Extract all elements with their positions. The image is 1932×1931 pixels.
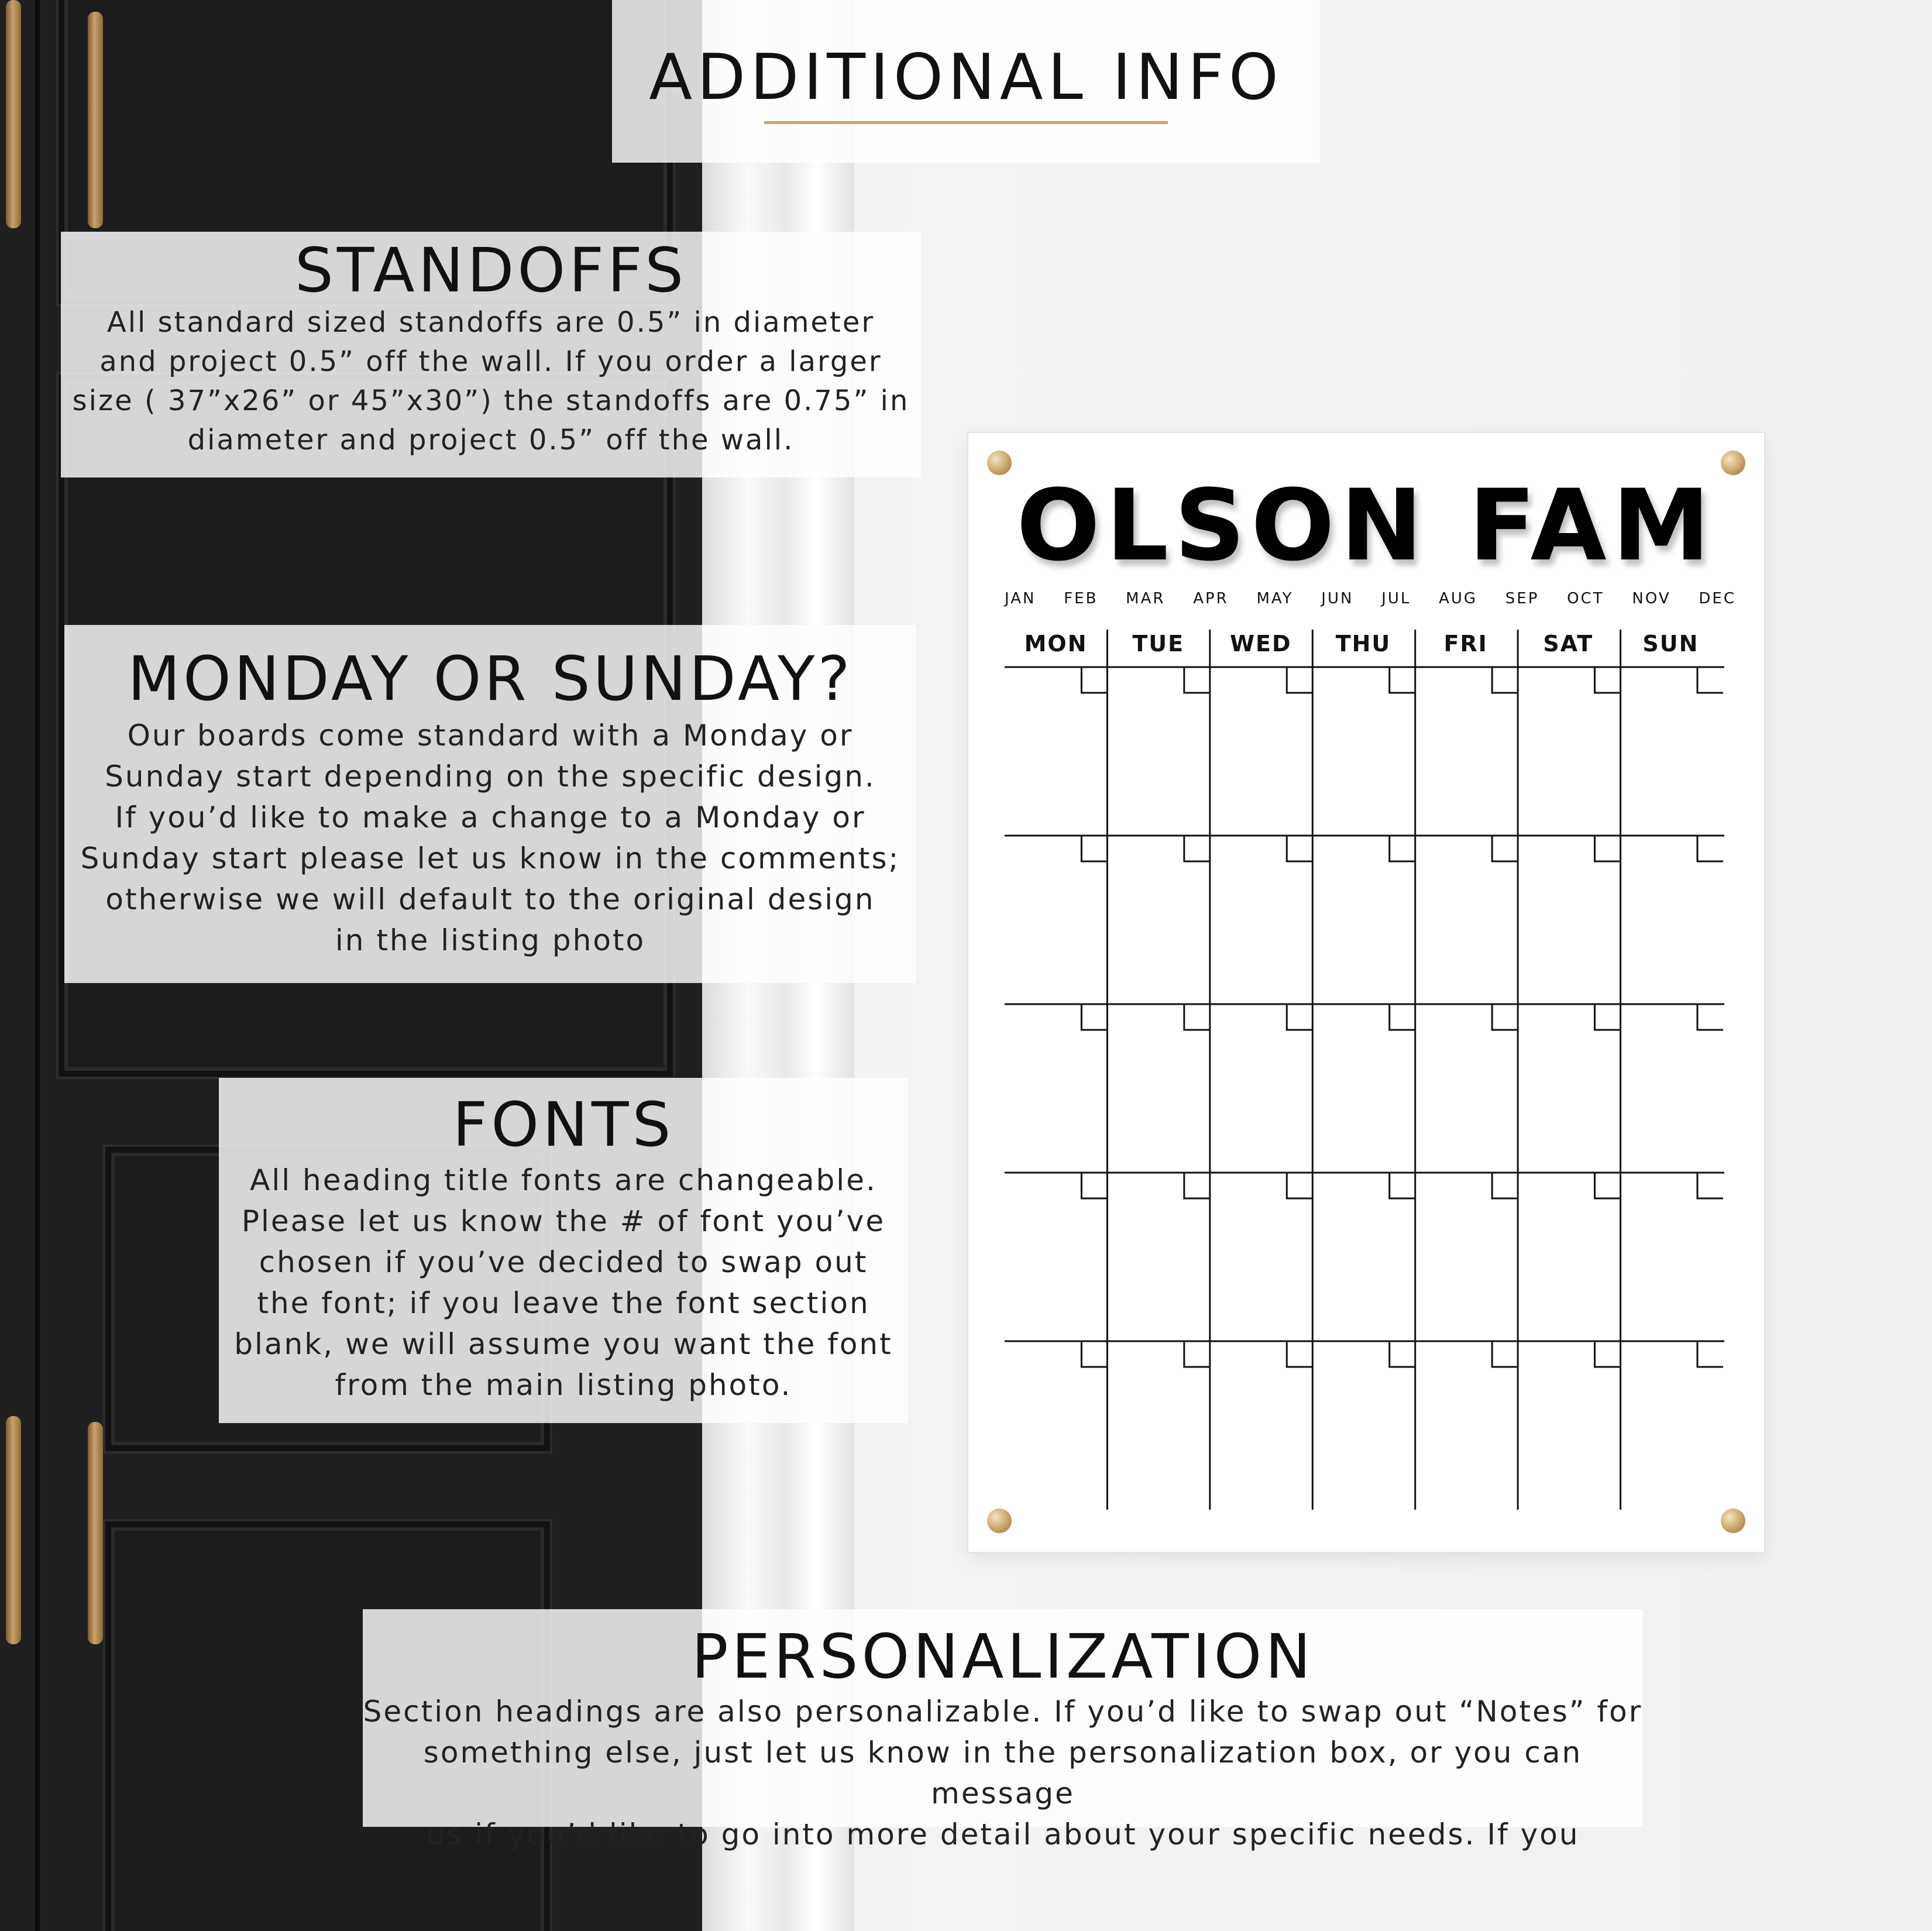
start-day-text: Our boards come standard with a Monday or Sunday start depending on the specific design. If you’d like to make a change to a Monday or Sunday start please let us know in the comments; otherwise we will default to the original design in the listing photo bbox=[80, 719, 900, 957]
month-label: JAN bbox=[1005, 590, 1036, 607]
fonts-title: FONTS bbox=[452, 1089, 675, 1160]
month-label: NOV bbox=[1632, 590, 1671, 607]
date-box bbox=[1184, 1341, 1210, 1367]
date-box bbox=[1184, 836, 1210, 861]
header-card bbox=[612, 0, 1320, 163]
month-label: MAR bbox=[1126, 590, 1166, 607]
start-day-title: MONDAY OR SUNDAY? bbox=[128, 643, 853, 714]
date-box bbox=[1492, 667, 1518, 693]
month-label: FEB bbox=[1064, 590, 1098, 607]
weekday-label: WED bbox=[1230, 631, 1292, 657]
month-label: DEC bbox=[1699, 590, 1736, 607]
date-box bbox=[1081, 1004, 1107, 1030]
date-box bbox=[1287, 1173, 1312, 1198]
date-box bbox=[1492, 1173, 1518, 1198]
date-box bbox=[1287, 1004, 1312, 1030]
date-box bbox=[1390, 836, 1415, 861]
start-day-card bbox=[64, 625, 916, 983]
month-label: AUG bbox=[1439, 590, 1478, 607]
date-box bbox=[1697, 1341, 1723, 1367]
weekday-label: MON bbox=[1024, 631, 1088, 657]
calendar-whiteboard bbox=[968, 433, 1764, 1552]
personalization-title: PERSONALIZATION bbox=[691, 1621, 1315, 1692]
date-box bbox=[1697, 1173, 1723, 1198]
date-box bbox=[1081, 1341, 1107, 1367]
date-box bbox=[1595, 1341, 1621, 1367]
weekday-label: FRI bbox=[1443, 631, 1488, 657]
month-label: APR bbox=[1193, 590, 1229, 607]
door-gap bbox=[35, 0, 40, 1931]
date-box bbox=[1697, 836, 1723, 861]
weekday-label: SUN bbox=[1642, 631, 1699, 657]
standoffs-title: STANDOFFS bbox=[294, 235, 687, 306]
date-box bbox=[1184, 1173, 1210, 1198]
date-box bbox=[1287, 1341, 1312, 1367]
date-box bbox=[1492, 1341, 1518, 1367]
board-title: OLSON FAM bbox=[1016, 468, 1716, 583]
standoffs-card bbox=[61, 232, 921, 477]
page-title: ADDITIONAL INFO bbox=[649, 41, 1283, 114]
date-box bbox=[1492, 836, 1518, 861]
date-box bbox=[1287, 836, 1312, 861]
date-box bbox=[1595, 1173, 1621, 1198]
date-box bbox=[1390, 1004, 1415, 1030]
weekday-label: THU bbox=[1335, 631, 1391, 657]
personalization-text: Section headings are also personalizable. If you’d like to swap out “Notes” for something else, just let us know in the personalization box, or you can message us if you’d like to go into more detail about your specific needs. If you bbox=[363, 1695, 1643, 1851]
date-box bbox=[1390, 1341, 1415, 1367]
date-box bbox=[1697, 1004, 1723, 1030]
date-box bbox=[1595, 667, 1621, 693]
fonts-text: All heading title fonts are changeable. Please let us know the # of font you’ve chosen if you’ve decided to swap out the font; if you leave the font section blank, we will assume you want the font from the main listing photo. bbox=[234, 1163, 893, 1402]
date-box bbox=[1595, 1004, 1621, 1030]
date-box bbox=[1697, 667, 1723, 693]
month-label: SEP bbox=[1505, 590, 1539, 607]
month-label: JUL bbox=[1381, 590, 1411, 607]
cabinet-handle-icon bbox=[6, 1416, 21, 1644]
calendar-grid bbox=[968, 433, 1764, 1552]
date-box bbox=[1081, 1173, 1107, 1198]
cabinet-handle-icon bbox=[6, 0, 21, 228]
standoffs-text: All standard sized standoffs are 0.5” in diameter and project 0.5” off the wall. If you order a larger size ( 37”x26” or 45”x30”) the standoffs are 0.75” in diameter and project 0.5” off the wall. bbox=[72, 306, 910, 456]
date-box bbox=[1184, 1004, 1210, 1030]
weekday-label: SAT bbox=[1543, 631, 1594, 657]
date-box bbox=[1492, 1004, 1518, 1030]
month-label: OCT bbox=[1567, 590, 1604, 607]
month-label: JUN bbox=[1321, 590, 1354, 607]
date-box bbox=[1390, 667, 1415, 693]
date-box bbox=[1081, 667, 1107, 693]
cabinet-handle-icon bbox=[88, 1422, 103, 1644]
weekday-label: TUE bbox=[1132, 631, 1185, 657]
date-box bbox=[1081, 836, 1107, 861]
personalization-card bbox=[363, 1609, 1643, 1851]
month-label: MAY bbox=[1256, 590, 1294, 607]
cabinet-handle-icon bbox=[88, 12, 103, 228]
fonts-card bbox=[219, 1078, 908, 1423]
date-box bbox=[1595, 836, 1621, 861]
date-box bbox=[1184, 667, 1210, 693]
date-box bbox=[1390, 1173, 1415, 1198]
date-box bbox=[1287, 667, 1312, 693]
title-underline bbox=[764, 121, 1168, 124]
